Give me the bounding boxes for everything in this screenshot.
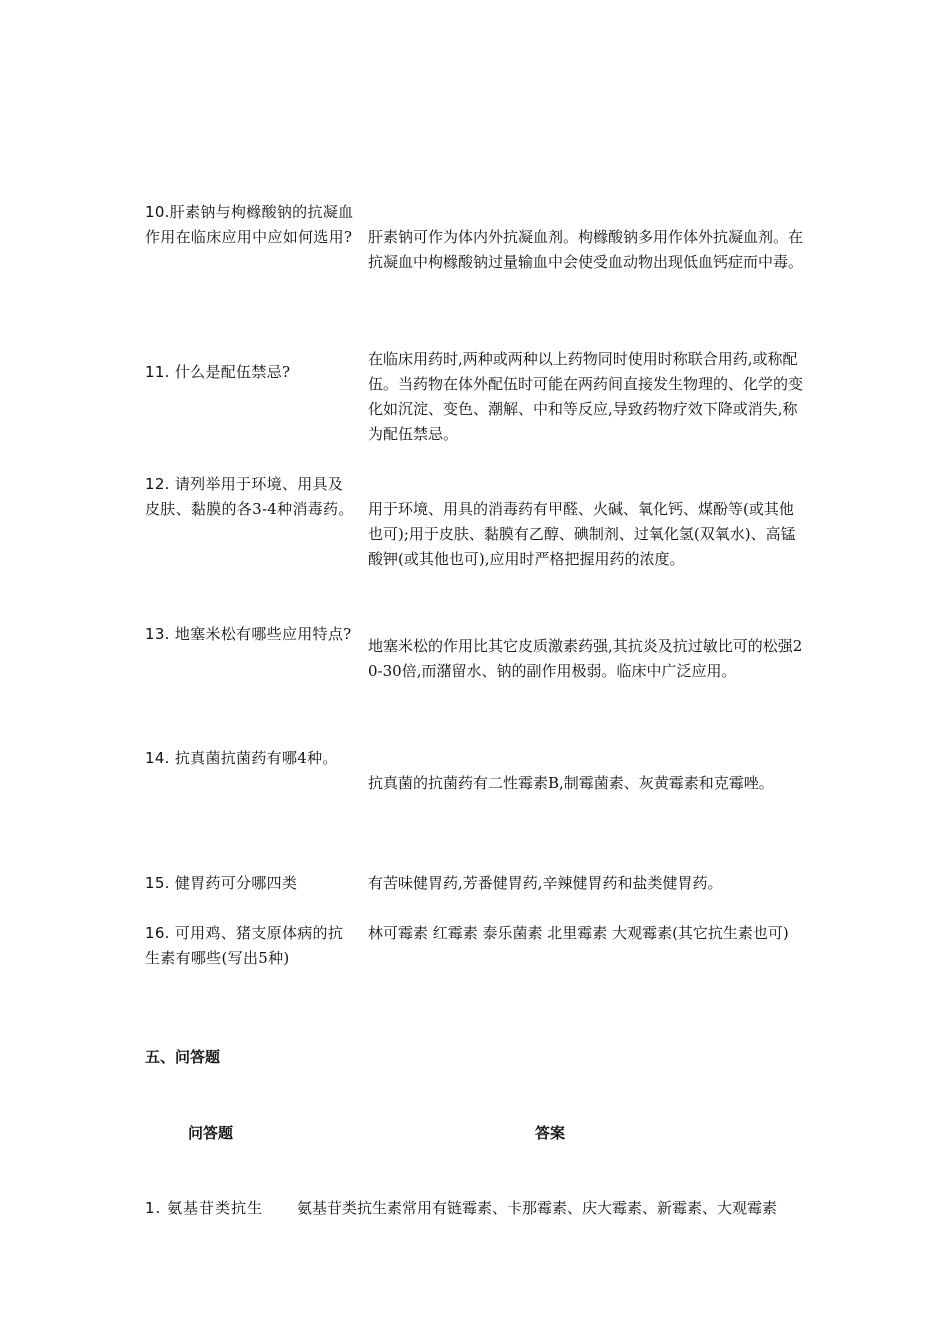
question-number: 1. <box>145 1199 162 1217</box>
table-header-question: 问答题 <box>188 1124 234 1142</box>
question-text: 抗真菌抗菌药有哪4种。 <box>174 749 338 767</box>
question-text: 健胃药可分哪四类 <box>174 874 298 892</box>
question-text: 什么是配伍禁忌? <box>174 363 291 381</box>
question-16 <box>145 921 355 971</box>
answer-11: 在临床用药时,两种或两种以上药物同时使用时称联合用药,或称配伍。当药物在体外配伍时可能在两药间直接发生物理的、化学的变化如沉淀、变色、潮解、中和等反应,导致药物疗效下降或消失,称为配伍禁忌。 <box>368 350 804 443</box>
question-text: 可用鸡、猪支原体病的抗生素有哪些(写出5种) <box>145 924 344 967</box>
question-number: 13. <box>145 625 170 643</box>
answer-16: 林可霉素 红霉素 泰乐菌素 北里霉素 大观霉素(其它抗生素也可) <box>368 924 789 942</box>
question-text: 肝素钠与枸橼酸钠的抗凝血作用在临床应用中应如何选用? <box>145 203 354 246</box>
table-row-question-1 <box>145 1196 263 1221</box>
question-text: 氨基苷类抗生 <box>167 1199 264 1217</box>
question-number: 12. <box>145 475 170 493</box>
question-13 <box>145 622 355 647</box>
answer-12: 用于环境、用具的消毒药有甲醛、火碱、氧化钙、煤酚等(或其他也可);用于皮肤、黏膜有乙醇、碘制剂、过氧化氢(双氧水)、高锰酸钾(或其他也可),应用时严格把握用药的浓度。 <box>368 500 796 568</box>
question-number: 15. <box>145 874 170 892</box>
question-10 <box>145 200 355 250</box>
table-header-answer: 答案 <box>535 1124 566 1142</box>
answer-15: 有苦味健胃药,芳番健胃药,辛辣健胃药和盐类健胃药。 <box>368 874 723 892</box>
section-heading: 五、问答题 <box>145 1048 221 1066</box>
question-12 <box>145 472 355 522</box>
answer-13: 地塞米松的作用比其它皮质激素药强,其抗炎及抗过敏比可的松强20-30倍,而潴留水、钠的副作用极弱。临床中广泛应用。 <box>368 637 803 680</box>
question-text: 地塞米松有哪些应用特点? <box>174 625 352 643</box>
question-text: 请列举用于环境、用具及皮肤、黏膜的各3-4种消毒药。 <box>145 475 354 518</box>
table-row-answer-1: 氨基苷类抗生素常用有链霉素、卡那霉素、庆大霉素、新霉素、大观霉素 <box>297 1199 778 1217</box>
question-number: 11. <box>145 363 170 381</box>
answer-14: 抗真菌的抗菌药有二性霉素B,制霉菌素、灰黄霉素和克霉唑。 <box>368 774 774 792</box>
question-15 <box>145 871 355 896</box>
question-14 <box>145 746 355 771</box>
answer-10: 肝素钠可作为体内外抗凝血剂。枸橼酸钠多用作体外抗凝血剂。在抗凝血中枸橼酸钠过量输血中会使受血动物出现低血钙症而中毒。 <box>368 228 804 271</box>
question-number: 10. <box>145 203 170 221</box>
question-number: 16. <box>145 924 170 942</box>
question-number: 14. <box>145 749 170 767</box>
question-11 <box>145 360 355 385</box>
